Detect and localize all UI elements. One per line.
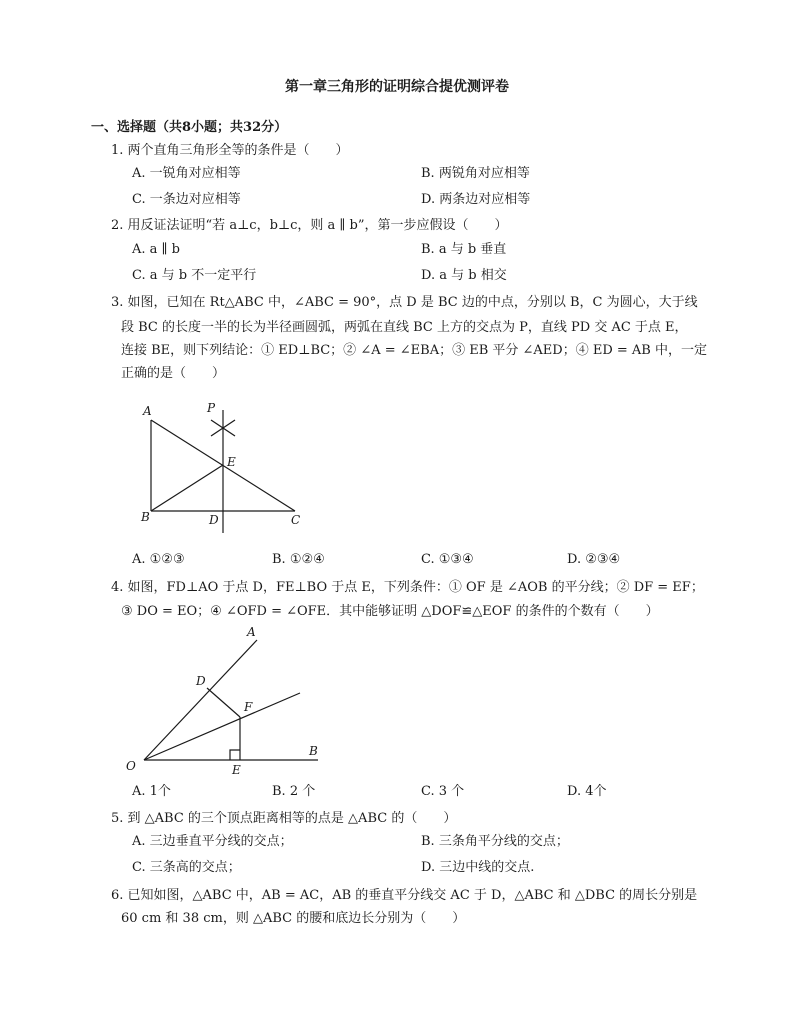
document-title: 第一章三角形的证明综合提优测评卷: [285, 79, 509, 95]
q3-label-b: B: [141, 510, 150, 524]
q4-segment-df: [207, 688, 240, 717]
q4-label-e: E: [232, 763, 241, 777]
q3-stem-line3: 连接 BE，则下列结论：① ED⊥BC；② ∠A = ∠EBA；③ EB 平分 ∠AED；④ ED = AB 中，一定: [121, 343, 707, 358]
q4-label-b: B: [309, 744, 318, 758]
q4-stem-line1: 4. 如图，FD⊥AO 于点 D，FE⊥BO 于点 E，下列条件：① OF 是 ∠AOB 的平分线；② DF = EF；: [111, 580, 704, 595]
q4-option-d[interactable]: D. 4个: [567, 784, 607, 799]
q3-option-c[interactable]: C. ①③④: [421, 552, 474, 567]
q5-option-c[interactable]: C. 三条高的交点；: [132, 860, 241, 875]
q3-option-b[interactable]: B. ①②④: [272, 552, 325, 567]
section-heading: 一、选择题（共8小题；共32分）: [91, 120, 288, 135]
q4-label-a: A: [247, 625, 256, 639]
q3-option-a[interactable]: A. ①②③: [132, 552, 185, 567]
q1-option-c[interactable]: C. 一条边对应相等: [132, 192, 241, 207]
q2-option-b[interactable]: B. a 与 b 垂直: [421, 242, 507, 257]
q3-label-d: D: [209, 513, 219, 527]
q2-option-a[interactable]: A. a ∥ b: [132, 242, 180, 257]
q5-option-d[interactable]: D. 三边中线的交点.: [421, 860, 535, 875]
q3-stem-line2: 段 BC 的长度一半的长为半径画圆弧，两弧在直线 BC 上方的交点为 P，直线 PD 交 AC 于点 E，: [121, 320, 688, 335]
q4-stem-line2: ③ DO = EO；④ ∠OFD = ∠OFE．其中能够证明 △DOF≌△EOF 的条件的个数有（ ）: [121, 604, 659, 619]
q4-right-angle-mark: [230, 750, 240, 760]
q4-ray-of: [144, 693, 300, 760]
q6-stem-line1: 6. 已知如图，△ABC 中，AB = AC，AB 的垂直平分线交 AC 于 D，△ABC 和 △DBC 的周长分别是: [111, 888, 698, 903]
q4-option-c[interactable]: C. 3 个: [421, 784, 465, 799]
q3-label-p: P: [207, 401, 216, 415]
q1-option-d[interactable]: D. 两条边对应相等: [421, 192, 531, 207]
q4-option-a[interactable]: A. 1个: [132, 784, 171, 799]
q4-label-d: D: [196, 674, 206, 688]
q2-option-c[interactable]: C. a 与 b 不一定平行: [132, 268, 257, 283]
q1-option-b[interactable]: B. 两锐角对应相等: [421, 166, 530, 181]
q3-stem-line4: 正确的是（ ）: [121, 366, 226, 381]
q3-stem-line1: 3. 如图，已知在 Rt△ABC 中，∠ABC = 90°，点 D 是 BC 边的中点，分别以 B，C 为圆心，大于线: [111, 295, 698, 310]
q4-option-b[interactable]: B. 2 个: [272, 784, 316, 799]
q4-label-o: O: [126, 759, 136, 773]
q1-stem: 1. 两个直角三角形全等的条件是（ ）: [111, 143, 349, 158]
q3-label-a: A: [143, 404, 152, 418]
q2-option-d[interactable]: D. a 与 b 相交: [421, 268, 507, 283]
q3-label-e: E: [227, 455, 236, 469]
q5-stem: 5. 到 △ABC 的三个顶点距离相等的点是 △ABC 的（ ）: [111, 811, 457, 826]
q3-option-d[interactable]: D. ②③④: [567, 552, 621, 567]
q4-label-f: F: [244, 700, 253, 714]
q6-stem-line2: 60 cm 和 38 cm，则 △ABC 的腰和底边长分别为（ ）: [121, 911, 466, 926]
q5-option-a[interactable]: A. 三边垂直平分线的交点；: [132, 834, 293, 849]
q2-stem: 2. 用反证法证明“若 a⊥c，b⊥c，则 a ∥ b”，第一步应假设（ ）: [111, 218, 508, 233]
q1-option-a[interactable]: A. 一锐角对应相等: [132, 166, 241, 181]
q5-option-b[interactable]: B. 三条角平分线的交点；: [421, 834, 569, 849]
q3-label-c: C: [291, 513, 301, 527]
